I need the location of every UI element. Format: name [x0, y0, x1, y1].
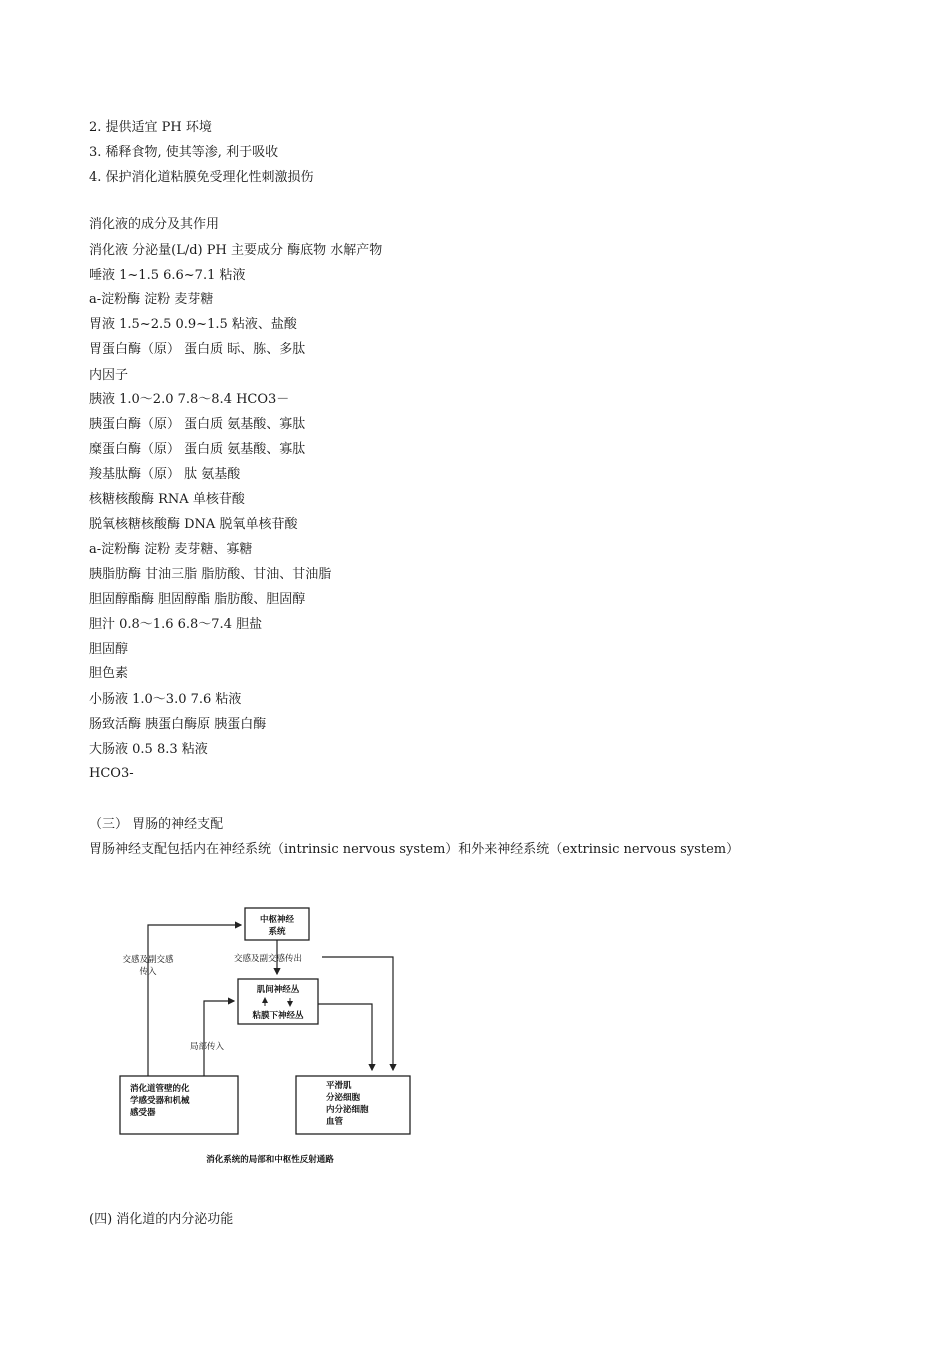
local-afferent-label: 局部传入 — [190, 1042, 225, 1052]
table-line: 胰蛋白酶（原） 蛋白质 氨基酸、寡肽 — [89, 417, 306, 432]
table-line: 胰脂肪酶 甘油三脂 脂肪酸、甘油、甘油脂 — [89, 567, 332, 582]
table-line: 胆固醇 — [89, 642, 129, 657]
reflex-pathway-diagram — [100, 900, 430, 1180]
paragraph: 胃肠神经支配包括内在神经系统（intrinsic nervous system）和外来神经系统（extrinsic nervous system） — [89, 842, 740, 857]
effector-label-4: 血管 — [326, 1117, 344, 1127]
table-line: a-淀粉酶 淀粉 麦芽糖、寡糖 — [89, 542, 253, 557]
table-line: 胆色素 — [89, 666, 129, 681]
plexus-to-effector — [318, 1004, 372, 1070]
list-item: 4. 保护消化道粘膜免受理化性刺激损伤 — [89, 170, 314, 185]
effector-label-2: 分泌细胞 — [326, 1093, 361, 1103]
efferent-label: 交感及副交感传出 — [234, 954, 303, 964]
table-line: 核糖核酸酶 RNA 单核苷酸 — [89, 492, 245, 507]
table-line: 胆汁 0.8～1.6 6.8～7.4 胆盐 — [89, 617, 263, 632]
table-line: 小肠液 1.0～3.0 7.6 粘液 — [89, 692, 242, 707]
table-line: 肠致活酶 胰蛋白酶原 胰蛋白酶 — [89, 717, 267, 732]
cns-label-2: 系统 — [268, 927, 286, 937]
table-line: 大肠液 0.5 8.3 粘液 — [89, 742, 208, 757]
table-line: HCO3- — [89, 766, 134, 781]
table-line: 胰液 1.0～2.0 7.8～8.4 HCO3－ — [89, 392, 290, 407]
receptor-label-1: 消化道管壁的化 — [130, 1084, 190, 1094]
efferent-path — [322, 957, 393, 1070]
table-line: a-淀粉酶 淀粉 麦芽糖 — [89, 292, 214, 307]
afferent-label-1: 交感及副交感 — [122, 955, 174, 965]
section-title: 消化液的成分及其作用 — [89, 217, 220, 232]
section-heading: （三） 胃肠的神经支配 — [89, 817, 224, 832]
list-item: 2. 提供适宜 PH 环境 — [89, 120, 212, 135]
local-afferent-path — [204, 1001, 234, 1076]
section-heading: (四) 消化道的内分泌功能 — [89, 1212, 234, 1227]
myenteric-label: 肌间神经丛 — [256, 985, 300, 995]
effector-label-1: 平滑肌 — [326, 1081, 352, 1091]
figure-caption: 消化系统的局部和中枢性反射通路 — [206, 1155, 334, 1165]
cns-label-1: 中枢神经 — [259, 915, 295, 925]
table-line: 羧基肽酶（原） 肽 氨基酸 — [89, 467, 241, 482]
table-line: 脱氧核糖核酸酶 DNA 脱氧单核苷酸 — [89, 517, 298, 532]
table-line: 消化液 分泌量(L/d) PH 主要成分 酶底物 水解产物 — [89, 243, 383, 258]
table-line: 胃蛋白酶（原） 蛋白质 眎、胨、多肽 — [89, 342, 306, 357]
table-line: 内因子 — [89, 368, 129, 383]
table-line: 糜蛋白酶（原） 蛋白质 氨基酸、寡肽 — [89, 442, 306, 457]
table-line: 唾液 1~1.5 6.6~7.1 粘液 — [89, 268, 246, 283]
table-line: 胆固醇酯酶 胆固醇酯 脂肪酸、胆固醇 — [89, 592, 306, 607]
receptor-label-3: 感受器 — [130, 1108, 156, 1118]
effector-label-3: 内分泌细胞 — [326, 1105, 369, 1115]
list-item: 3. 稀释食物, 使其等渗, 利于吸收 — [89, 145, 279, 160]
submucosal-label: 粘膜下神经丛 — [252, 1011, 304, 1021]
receptor-label-2: 学感受器和机械 — [130, 1096, 190, 1106]
afferent-label-2: 传入 — [139, 967, 157, 977]
table-line: 胃液 1.5~2.5 0.9~1.5 粘液、盐酸 — [89, 317, 297, 332]
